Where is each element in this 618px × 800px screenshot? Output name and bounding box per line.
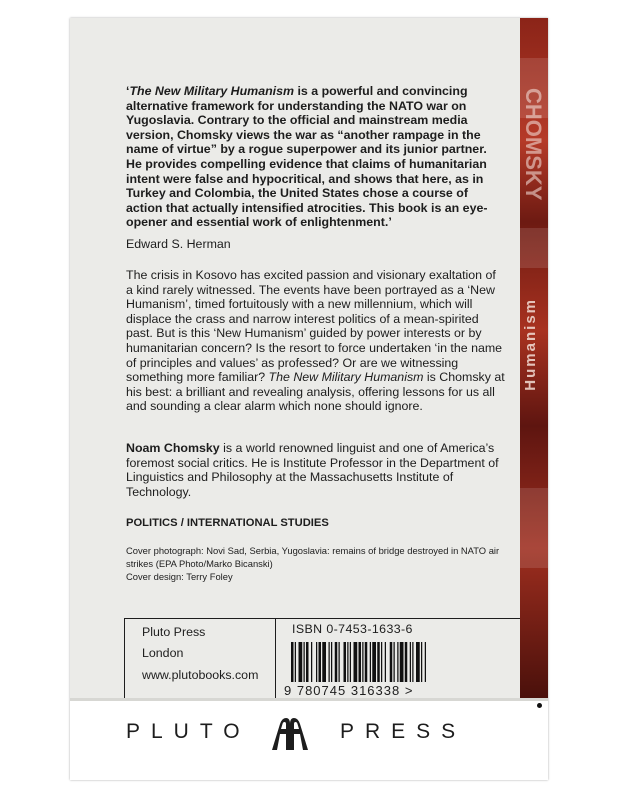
barcode-bar (416, 642, 420, 682)
quote-attribution: Edward S. Herman (126, 237, 231, 251)
barcode-bar (331, 642, 332, 682)
barcode-bar (405, 642, 408, 682)
publisher-brand-strip (70, 698, 548, 780)
category-label: POLITICS / INTERNATIONAL STUDIES (126, 517, 329, 529)
barcode-bar (370, 642, 371, 682)
barcode-bar (335, 642, 338, 682)
cover-body (70, 18, 520, 698)
barcode-bar (354, 642, 358, 682)
review-quote (126, 84, 506, 230)
barcode-bar (385, 642, 386, 682)
blurb-text-part2: is Chomsky at his best: a brilliant and revealing analysis, offering lessons for us all and sounding a clear alarm which none should ignore. (126, 370, 505, 414)
publisher-url: www.plutobooks.com (142, 668, 259, 682)
spine-dot-mark (537, 703, 542, 708)
publisher-name: Pluto Press (142, 625, 206, 639)
barcode-bar (295, 642, 296, 682)
barcode-bar (381, 642, 382, 682)
blurb-text-part1: The crisis in Kosovo has excited passion and visionary exaltation of a kind rarely witnessed. The events have been portrayed as a ‘New Humanism’, timed fortuitously with a new millennium, which will displace the crass and narrow interest politics of a mean-spirited past. But is this ‘New Humanism’ guided by power interests or by humanitarian concern? Is the resort to force undertaken ‘in the name of principles and values’ as professed? Or are we witnessing something more familiar? (126, 268, 503, 385)
barcode-bar (365, 642, 368, 682)
barcode-bar (359, 642, 362, 682)
cover-credits (126, 544, 506, 583)
brand-word-right: PRESS (340, 720, 467, 743)
quote-text: is a powerful and convincing alternative framework for understanding the NATO war on Yugoslavia. Contrary to the official and mainstream media version, Chomsky views the war as “another rampage in the name of virtue” by a rogue superpower and its junior partner. He provides compelling evidence that claims of humanitarian intent were false and hypocritical, and shows that here, as in Turkey and Colombia, the United States chose a course of action that actually intensified atrocities. This book is an eye-opener and essential work of enlightenment.’ (126, 84, 488, 230)
barcode-bar (400, 642, 404, 682)
barcode (291, 642, 501, 682)
barcode-bar (394, 642, 395, 682)
barcode-bar (316, 642, 317, 682)
design-credit: Cover design: Terry Foley (126, 571, 233, 582)
author-name: Noam Chomsky (126, 441, 220, 455)
isbn-box (276, 619, 521, 701)
barcode-bar (362, 642, 363, 682)
barcode-bar (299, 642, 303, 682)
spine-subtitle: Humanism (522, 298, 539, 391)
barcode-bar (311, 642, 312, 682)
barcode-bar (306, 642, 309, 682)
publisher-box (125, 619, 276, 701)
spine-title: CHOMSKY (521, 88, 546, 201)
blurb (126, 268, 506, 414)
author-bio (126, 441, 506, 499)
publisher-isbn-box (124, 618, 522, 702)
barcode-bar (344, 642, 347, 682)
barcode-bar (421, 642, 422, 682)
publisher-city: London (142, 646, 184, 660)
barcode-bar (329, 642, 330, 682)
blurb-book-title: The New Military Humanism (268, 370, 424, 385)
barcode-bar (350, 642, 351, 682)
barcode-bar (390, 642, 393, 682)
strip-edge (70, 698, 548, 701)
author-bio-text: is a world renowned linguist and one of America’s foremost social critics. He is Institute Professor in the Department of Linguistics and Philosophy at the Massachusetts Institute of Technology. (126, 441, 499, 499)
book-back-cover (70, 18, 548, 780)
barcode-bar (304, 642, 305, 682)
quote-book-title: The New Military Humanism (129, 84, 295, 98)
cover-spine-edge (520, 18, 548, 698)
quote-open-mark: ‘ (126, 84, 130, 98)
photo-credit: Cover photograph: Novi Sad, Serbia, Yugoslavia: remains of bridge destroyed in NATO air strikes (EPA Photo/Marko Bicanski) (126, 545, 500, 569)
barcode-bar (319, 642, 322, 682)
barcode-bar (425, 642, 426, 682)
spine-shade (520, 228, 548, 268)
barcode-bar (410, 642, 411, 682)
barcode-bar (412, 642, 413, 682)
barcode-bar (339, 642, 340, 682)
barcode-bar (322, 642, 326, 682)
isbn-label: ISBN 0-7453-1633-6 (292, 622, 413, 636)
pluto-press-logo-icon (268, 710, 312, 754)
spine-shade (520, 488, 548, 568)
barcode-bar (377, 642, 380, 682)
barcode-bar (397, 642, 398, 682)
barcode-bar (347, 642, 348, 682)
barcode-bar (372, 642, 376, 682)
barcode-bar (291, 642, 294, 682)
barcode-number: 9 780745 316338 > (284, 683, 414, 698)
brand-word-left: PLUTO (126, 720, 251, 743)
